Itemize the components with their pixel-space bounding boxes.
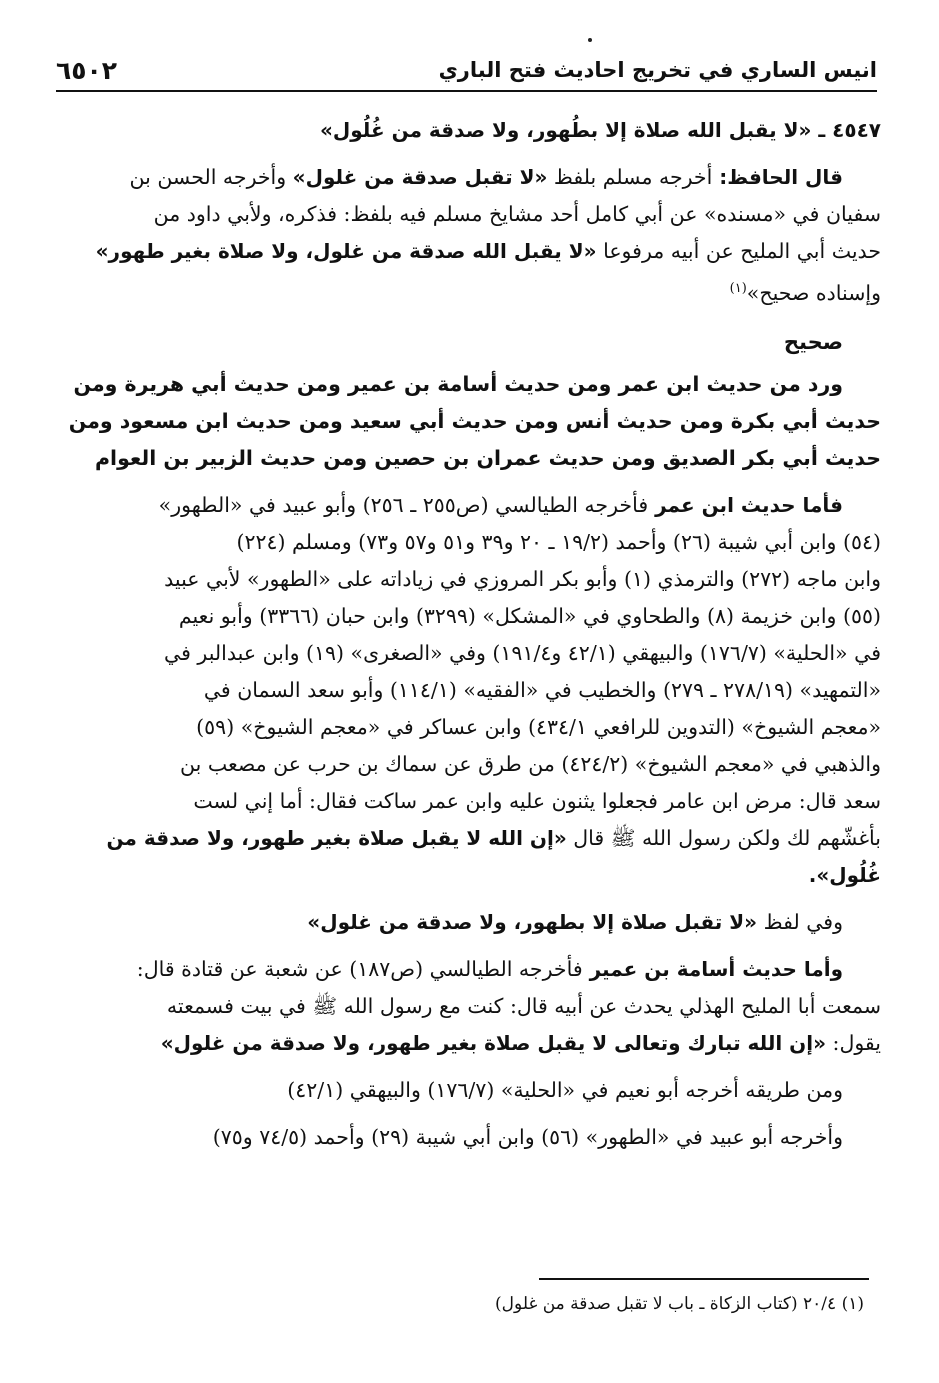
ink-dot (588, 38, 592, 42)
hadith-heading (58, 112, 881, 149)
route-paragraph-2: وأخرجه أبو عبيد في «الطهور» (٥٦) وابن أبي شيبة (٢٩) وأحمد (٧٤/٥ و٧٥) (212, 1124, 843, 1149)
page-header (56, 54, 877, 92)
footnote-ref: (١) (729, 281, 747, 296)
text-line: سفيان في «مسنده» عن أبي كامل أحد مشايخ مسلم فيه بلفظ: فذكره، ولأبي داود من (153, 202, 881, 226)
hadith-number: ٤٥٤٧ ـ (811, 118, 881, 142)
page-body (58, 112, 881, 1166)
other-wording-paragraph: وفي لفظ «لا تقبل صلاة إلا بطهور، ولا صدقة من غلول» (307, 909, 843, 934)
narrators-paragraph: ورد من حديث ابن عمر ومن حديث أسامة بن عمير ومن حديث أبي هريرة ومن حديث أبي بكرة ومن حديث أنس ومن حديث أبي سعيد ومن حديث ابن مسعود ومن حديث أبي بكر الصديق ومن حديث عمران بن حصين ومن حديث الزبير بن العوام (68, 371, 881, 470)
usama-paragraph: وأما حديث أسامة بن عمير فأخرجه الطيالسي (ص١٨٧) عن شعبة عن قتادة قال: سمعت أبا المليح الهذلي يحدث عن أبيه قال: كنت مع رسول الله ﷺ في بيت فسمعته يقول: «إن الله تبارك وتعالى لا يقبل صلاة بغير طهور، ولا صدقة من غلول» (136, 956, 881, 1055)
running-title: انيس الساري في تخريج احاديث فتح الباري (438, 58, 877, 82)
hafiz-paragraph: قال الحافظ: أخرجه مسلم بلفظ «لا تقبل صدقة من غلول» وأخرجه الحسن بن سفيان في «مسنده» عن أبي كامل أحد مشايخ مسلم فيه بلفظ: فذكره، ولأبي داود من حديث أبي المليح عن أبيه مرفوعا «لا يقبل الله صدقة من غلول، ولا صلاة بغير طهور» وإسناده صحيح»$^{(١)}$ (58, 159, 881, 312)
grade-heading: صحيح (783, 329, 843, 354)
hadith-text: «لا يقبل الله صلاة إلا بطُهور، ولا صدقة من غُلُول» (319, 118, 812, 142)
route-paragraph-1: ومن طريقه أخرجه أبو نعيم في «الحلية» (١٧٦/٧) والبيهقي (٤٢/١) (287, 1077, 843, 1102)
page-number: ٦٥٠٢ (56, 55, 118, 85)
ibn-umar-paragraph: فأما حديث ابن عمر فأخرجه الطيالسي (ص٢٥٥ ـ ٢٥٦) وأبو عبيد في «الطهور» (٥٤) وابن أبي شيبة (٢٦) وأحمد (١٩/٢ ـ ٢٠ و٣٩ و٥١ و٥٧ و٧٣) ومسلم (٢٢٤) وابن ماجه (٢٧٢) والترمذي (١) وأبو بكر المروزي في زياداته على «الطهور» لأبي عبيد (٥٥) وابن خزيمة (٨) والطحاوي في «المشكل» (٣٢٩٩) وابن حبان (٣٣٦٦) وأبو نعيم في «الحلية» (١٧٦/٧) والبيهقي (٤٢/١ و١٩١/٤) وفي «الصغرى» (١٩) وابن عبدالبر في «التمهيد» (٢٧٨/١٩ ـ ٢٧٩) والخطيب في «الفقيه» (١١٤/١) وأبو سعد السمان في «معجم الشيوخ» (التدوين للرافعي ٤٣٤/١) وابن عساكر في «معجم الشيوخ» (٥٩) والذهبي في «معجم الشيوخ» (٤٢٤/٢) من طرق عن سماك بن حرب عن مصعب بن سعد قال: مرض ابن عامر فجعلوا يثنون عليه وابن عمر ساكت فقال: أما إني لست بأغشّهم لك ولكن رسول الله ﷺ قال «إن الله لا يقبل صلاة بغير طهور، ولا صدقة من غُلُول». (106, 492, 881, 887)
footnote-divider (539, 1278, 869, 1280)
hafiz-label: قال الحافظ: (712, 165, 843, 189)
footnote: (١) ٢٠/٤ (كتاب الزكاة ـ باب لا تقبل صدقة من غلول) (495, 1294, 864, 1314)
